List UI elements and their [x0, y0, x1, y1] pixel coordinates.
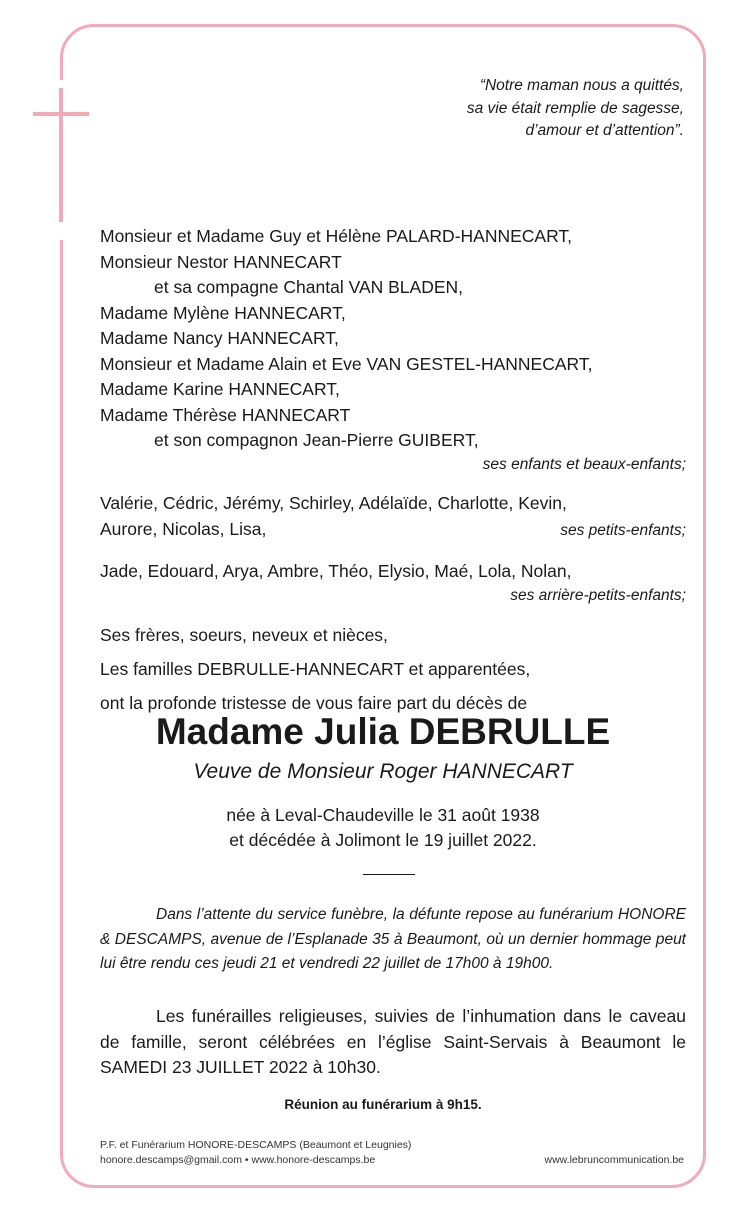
family-line: et sa compagne Chantal VAN BLADEN, — [154, 277, 464, 297]
relatives-line: Les familles DEBRULLE-HANNECART et apparentées, — [100, 659, 531, 679]
great-grandchildren-list — [100, 559, 686, 607]
family-line: Monsieur et Madame Guy et Hélène PALARD-HANNECART, — [100, 226, 573, 246]
deceased-name: Madame Julia DEBRULLE — [155, 711, 611, 752]
quote-line: sa vie était remplie de sagesse, — [466, 99, 684, 117]
grandchildren-line: Aurore, Nicolas, Lisa, — [100, 518, 267, 539]
family-line: Madame Mylène HANNECART, — [100, 302, 346, 323]
funeral-home-contact: honore.descamps@gmail.com • www.honore-descamps.be — [100, 1154, 376, 1166]
quote-line: “Notre maman nous a quittés, — [479, 77, 684, 94]
great-grandchildren-role: ses arrière-petits-enfants; — [510, 586, 686, 604]
funeral-notice: Les funérailles religieuses, suivies de l’inhumation dans le caveau de famille, seront célébrées en l’église Saint-Servais à Beaumont le SAMEDI 23 JUILLET 2022 à 10h30. — [100, 1006, 686, 1077]
announcement-line: ont la profonde tristesse de vous faire part du décès de — [100, 693, 528, 713]
funeral-home-info — [100, 1138, 411, 1168]
cross-icon — [59, 88, 63, 222]
epigraph-quote — [467, 75, 684, 143]
death-line: et décédée à Jolimont le 19 juillet 2022. — [229, 830, 537, 850]
printer-credit: www.lebruncommunication.be — [544, 1154, 684, 1166]
family-line: Madame Nancy HANNECART, — [100, 328, 339, 348]
family-line: et son compagnon Jean-Pierre GUIBERT, — [154, 430, 479, 450]
relatives-line: Ses frères, soeurs, neveux et nièces, — [100, 625, 388, 645]
life-dates — [60, 803, 706, 853]
widow-of: Veuve de Monsieur Roger HANNECART — [193, 760, 573, 783]
visitation-notice: Dans l’attente du service funèbre, la défunte repose au funérarium HONORE & DESCAMPS, avenue de l’Esplanade 35 à Beaumont, où un dernier hommage peut lui être rendu ces jeudi 21 et vendredi 22 juillet de 17h00 à 19h00. — [100, 906, 686, 972]
separator-line — [363, 874, 415, 875]
family-line: Monsieur Nestor HANNECART — [100, 251, 342, 272]
family-line: Monsieur et Madame Alain et Eve VAN GESTEL-HANNECART, — [100, 353, 593, 374]
children-list — [100, 224, 686, 476]
great-grandchildren-line: Jade, Edouard, Arya, Ambre, Théo, Elysio, Maé, Lola, Nolan, — [100, 561, 572, 581]
funeral-home-name: P.F. et Funérarium HONORE-DESCAMPS (Beaumont et Leugnies) — [100, 1139, 412, 1151]
cross-icon-bar — [33, 112, 89, 116]
family-line: Madame Karine HANNECART, — [100, 379, 340, 399]
grandchildren-role: ses petits-enfants; — [560, 521, 686, 539]
grandchildren-line: Valérie, Cédric, Jérémy, Schirley, Adélaïde, Charlotte, Kevin, — [100, 493, 567, 513]
meeting-notice: Réunion au funérarium à 9h15. — [284, 1097, 482, 1112]
family-line: Madame Thérèse HANNECART — [100, 404, 351, 425]
children-role: ses enfants et beaux-enfants; — [482, 455, 686, 473]
quote-line: d’amour et d’attention”. — [525, 122, 684, 139]
other-relatives — [100, 618, 686, 720]
grandchildren-list — [100, 491, 686, 543]
birth-line: née à Leval-Chaudeville le 31 août 1938 — [226, 805, 540, 825]
